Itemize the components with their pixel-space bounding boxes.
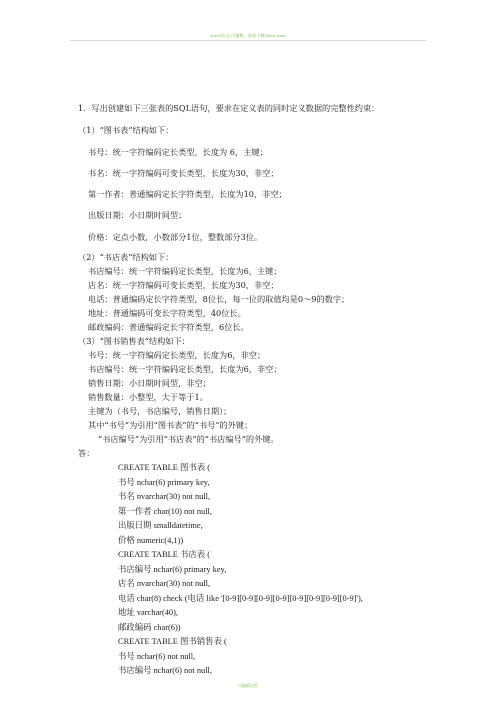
code-line: 书号 nchar(6) not null, xyxy=(118,652,196,661)
answer-label: 答： xyxy=(78,448,95,458)
table2-field: 邮政编码：普通编码定长字符类型，6位长。 xyxy=(88,322,249,332)
table1-field: 出版日期：小日期时间型； xyxy=(88,210,187,220)
code-line: 书店编号 nchar(6) primary key, xyxy=(118,565,227,574)
code-line: 书店编号 nchar(6) not null, xyxy=(118,666,212,675)
table3-field: 书号：统一字符编码定长类型，长度为6，非空； xyxy=(88,350,266,360)
code-line: 价格 numeric(4,1)) xyxy=(118,536,184,545)
table2-field: 电话：普通编码定长字符类型，8位长，每一位的取值均是0～9的数字； xyxy=(88,294,350,304)
table1-field: 价格：定点小数，小数部分1位，整数部分3位。 xyxy=(88,232,263,242)
header-rule xyxy=(70,40,426,41)
table3-field: 书店编号：统一字符编码定长类型，长度为6，非空； xyxy=(88,364,282,374)
code-line: 书号 nchar(6) primary key, xyxy=(118,478,210,487)
page-header: word范文/可编辑，欢迎下载/Welcome xyxy=(210,33,286,38)
table3-field: 销售数量：小整型，大于等于1。 xyxy=(88,392,208,402)
table1-title: （1）“图书表”结构如下： xyxy=(78,125,174,135)
code-line: 第一作者 char(10) not null, xyxy=(118,507,212,516)
table1-field: 书号：统一字符编码定长类型，长度为 6，主键； xyxy=(88,147,268,157)
code-line: 电话 char(8) check (电话 like '[0-9][0-9][0-9][0-9][0-9][0-9][0-9][0-9]'), xyxy=(118,594,363,603)
table2-field: 书店编号：统一字符编码定长类型，长度为6，主键； xyxy=(88,266,282,276)
table3-field: 销售日期：小日期时间型，非空； xyxy=(88,378,211,388)
code-line: CREATE TABLE 书店表 ( xyxy=(118,550,210,559)
code-line: 地址 varchar(40), xyxy=(118,608,178,617)
table3-constraint: “书店编号”为引用“书店表”的“书店编号”的外键。 xyxy=(98,434,279,444)
table3-constraint: 其中“书号”为引用“图书表”的“书号”的外键； xyxy=(88,420,253,430)
table3-title: （3）“图书销售表”结构如下： xyxy=(78,336,190,346)
table1-field: 第一作者：普通编码定长字符类型，长度为10，非空； xyxy=(88,189,287,199)
table2-title: （2）“书店表”结构如下： xyxy=(78,252,174,262)
code-line: 出版日期 smalldatetime, xyxy=(118,521,203,530)
code-line: CREATE TABLE 图书销售表 ( xyxy=(118,637,227,646)
question-intro: 1．写出创建如下三张表的SQL语句，要求在定义表的同时定义数据的完整性约束： xyxy=(78,103,380,113)
code-line: 店名 nvarchar(30) not null, xyxy=(118,579,211,588)
code-line: 书名 nvarchar(30) not null, xyxy=(118,492,211,501)
page-footer: 可编辑文档 xyxy=(238,683,258,688)
code-line: CREATE TABLE 图书表 ( xyxy=(118,463,210,472)
code-line: 邮政编码 char(6)) xyxy=(118,623,181,632)
table2-field: 地址：普通编码可变长字符类型，40位长。 xyxy=(88,308,246,318)
table1-field: 书名：统一字符编码可变长类型，长度为30，非空； xyxy=(88,168,279,178)
table2-field: 店名：统一字符编码可变长类型，长度为30，非空； xyxy=(88,280,279,290)
table3-constraint: 主键为（书号，书店编号，销售日期）； xyxy=(88,406,232,416)
